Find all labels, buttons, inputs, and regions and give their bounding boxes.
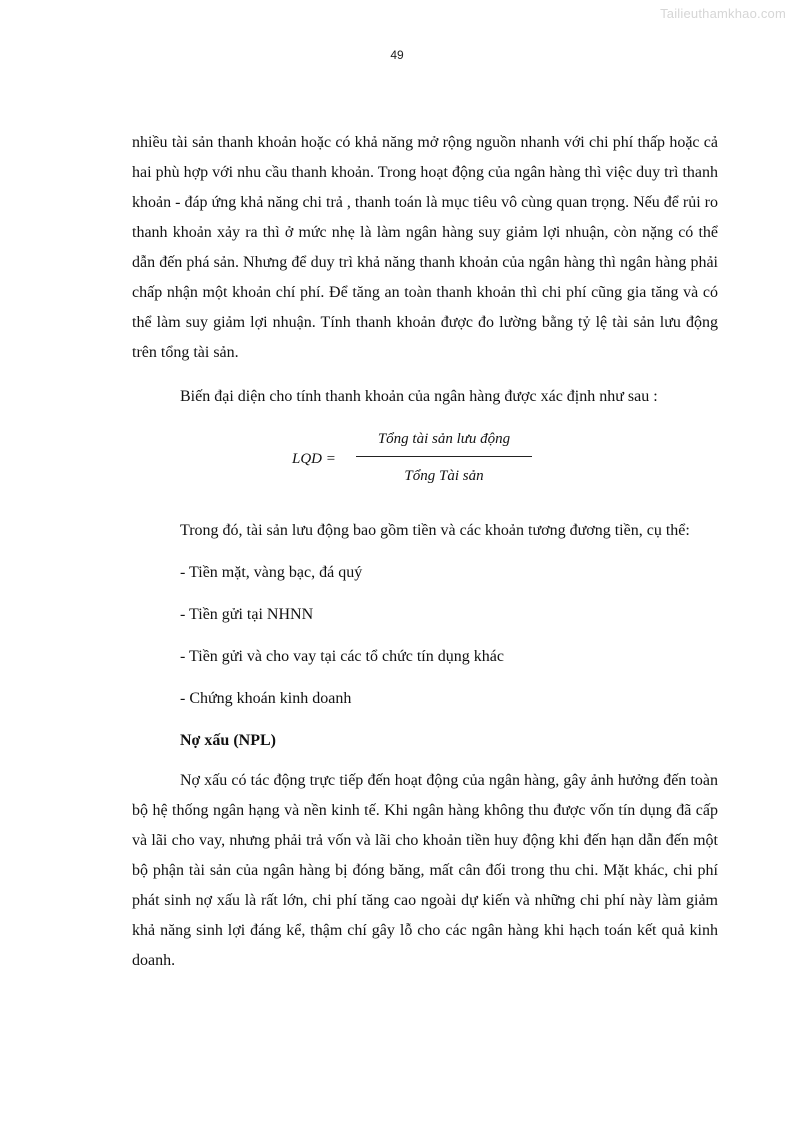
list-item: - Tiền mặt, vàng bạc, đá quý	[180, 564, 363, 581]
list-item: - Tiền gửi và cho vay tại các tổ chức tín dụng khác	[180, 648, 504, 665]
page-number: 49	[390, 48, 404, 62]
section-heading-npl: Nợ xấu (NPL)	[180, 732, 276, 749]
paragraph-current-assets: Trong đó, tài sản lưu động bao gồm tiền và các khoản tương đương tiền, cụ thể:	[180, 522, 690, 539]
formula-fraction	[356, 426, 532, 489]
formula-denominator: Tổng Tài sản	[404, 468, 484, 484]
list-item: - Tiền gửi tại NHNN	[180, 606, 314, 623]
watermark-text: Tailieuthamkhao.com	[660, 6, 786, 21]
list-item: - Chứng khoán kinh doanh	[180, 690, 352, 707]
paragraph-liquidity-intro: nhiều tài sản thanh khoản hoặc có khả năng mở rộng nguồn nhanh với chi phí thấp hoặc cả hai phù hợp với nhu cầu thanh khoản. Trong hoạt động của ngân hàng thì việc duy trì thanh khoản - đáp ứng khả năng chi trả , thanh toán là mục tiêu vô cùng quan trọng. Nếu để rủi ro thanh khoản xảy ra thì ở mức nhẹ là làm ngân hàng suy giảm lợi nhuận, còn nặng có thể dẫn đến phá sản. Nhưng để duy trì khả năng thanh khoản của ngân hàng thì ngân hàng phải chấp nhận một khoản chí phí. Để tăng an toàn thanh khoản thì chi phí cũng gia tăng và có thể làm suy giảm lợi nhuận. Tính thanh khoản được đo lường bằng tỷ lệ tài sản lưu động trên tổng tài sản.	[132, 134, 718, 361]
paragraph-variable-definition: Biến đại diện cho tính thanh khoản của ngân hàng được xác định như sau :	[180, 388, 658, 405]
document-body	[132, 128, 718, 976]
fraction-bar	[356, 456, 532, 457]
formula-numerator: Tổng tài sản lưu động	[377, 431, 511, 447]
liquidity-formula	[132, 424, 718, 502]
paragraph-npl: Nợ xấu có tác động trực tiếp đến hoạt động của ngân hàng, gây ảnh hưởng đến toàn bộ hệ thống ngân hạng và nền kinh tế. Khi ngân hàng không thu được vốn tín dụng đã cấp và lãi cho vay, nhưng phải trả vốn và lãi cho khoản tiền huy động khi đến hạn dẫn đến một bộ phận tài sản của ngân hàng bị đóng băng, mất cân đối trong thu chi. Mặt khác, chi phí phát sinh nợ xấu là rất lớn, chi phí tăng cao ngoài dự kiến và những chi phí này làm giảm khả năng sinh lợi đáng kể, thậm chí gây lỗ cho các ngân hàng khi hạch toán kết quả kinh doanh.	[132, 772, 718, 969]
formula-lhs: LQD =	[292, 451, 336, 467]
